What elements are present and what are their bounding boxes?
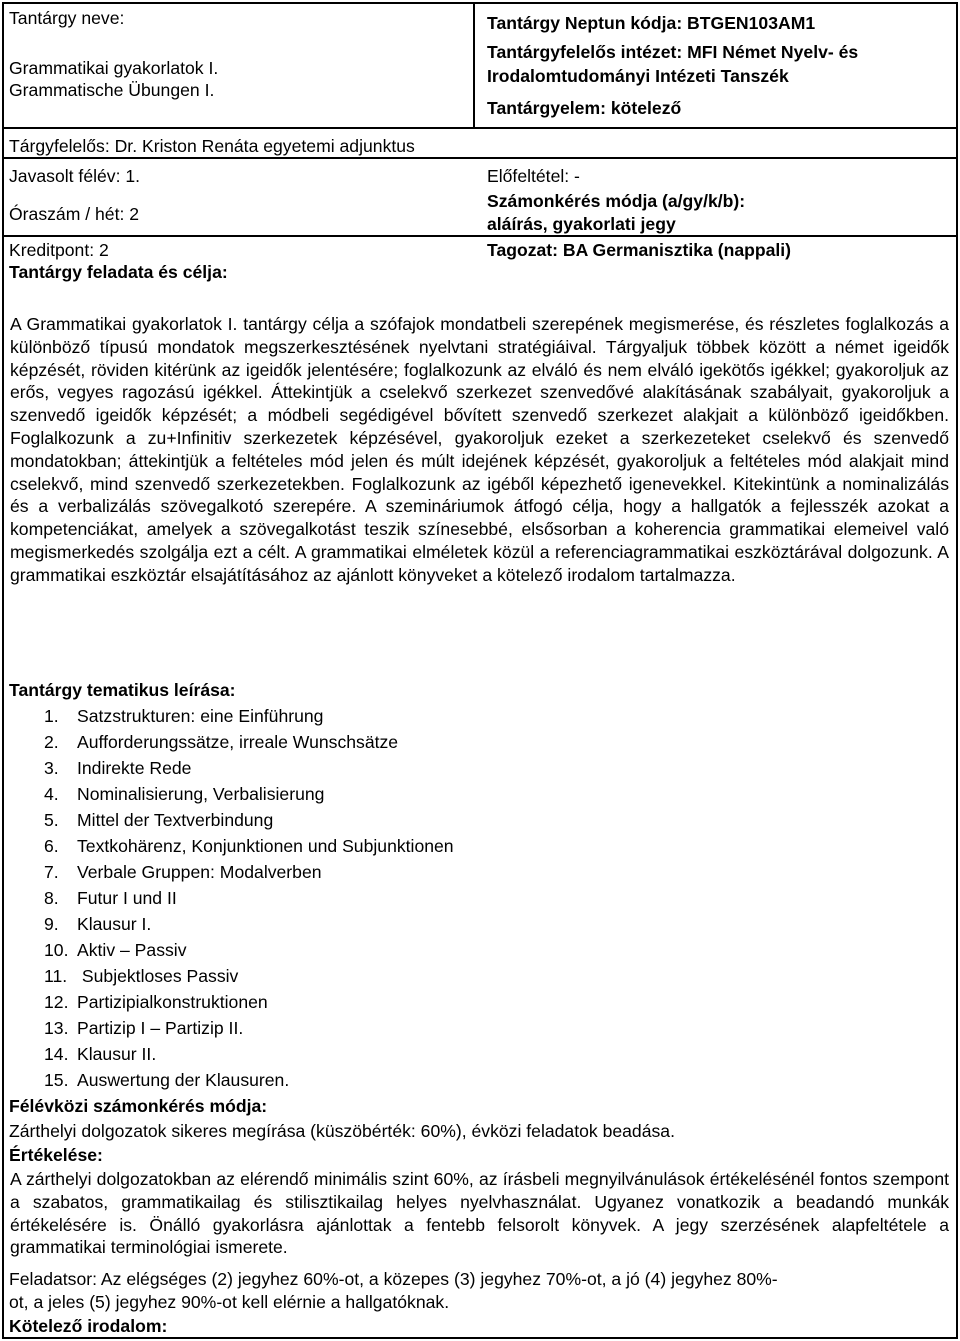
list-item: 1. Satzstrukturen: eine Einführung: [44, 706, 324, 726]
suggested-semester: Javasolt félév: 1.: [9, 166, 141, 186]
assessment-method-value: aláírás, gyakorlati jegy: [487, 214, 676, 234]
course-name-hungarian: Grammatikai gyakorlatok I.: [9, 58, 219, 78]
course-name-german: Grammatische Übungen I.: [9, 80, 215, 100]
list-item: 15. Auswertung der Klausuren.: [44, 1070, 290, 1090]
study-section: Tagozat: BA Germanisztika (nappali): [487, 240, 792, 260]
list-item: 12. Partizipialkonstruktionen: [44, 992, 268, 1012]
responsible-institute-line1: Tantárgyfelelős intézet: MFI Német Nyelv- és: [487, 42, 859, 62]
list-item: 6. Textkohärenz, Konjunktionen und Subjunktionen: [44, 836, 454, 856]
semester-hours-cell: [2, 157, 958, 237]
weekly-hours: Óraszám / hét: 2: [9, 204, 140, 224]
list-item: 11. Subjektloses Passiv: [44, 966, 239, 986]
midterm-text: Zárthelyi dolgozatok sikeres megírása (küszöbérték: 60%), évközi feladatok beadása.: [9, 1121, 675, 1141]
evaluation-text-block: [10, 1168, 949, 1259]
literature-title: Kötelező irodalom:: [9, 1316, 168, 1336]
goal-text: A Grammatikai gyakorlatok I. tantárgy célja a szófajok mondatbeli szerepének megismerése, és részletes foglalkozás a különböző típusú mondatok megszerkesztésének nyelvtani stratégiáival. Tárgyaljuk többek között a német igeidők képzését, röviden kitérünk az igeidők jelentésére; foglalkozunk az elváló és nem elváló igekötős igékkel; gyakoroljuk az erős, vegyes ragozású igékkel. Áttekintjük a cselekvő szerkezet szenvedővé alakításának szabályait, gyakoroljuk a szenvedő igeidők képzését; a módbeli segédigével bővített szenvedő szerkezet alakjait a különböző igeidőkben. Foglalkozunk a zu+Infinitiv szerkezetek képzésével, gyakoroljuk ezeket a szerkezeteket cselekvő és szenvedő mondatokban; áttekintjük a feltételes mód jelen és múlt idejének képzését, gyakoroljuk a feltételes mód alakjait mind cselekvő, mind szenvedő szerkezetekben. Foglalkozunk az igéből képezhető igenevekkel. Kitekintünk a nominalizálás és a verbalizálás szövegalkotó szerepére. A szemináriumok átfogó célja, hogy a hallgatók a fejlesszék azokat a kompetenciákat, amelyek a szövegalkotást teszik színesebbé, elsősorban a koherencia grammatikai elemeivel való megismerkedés szolgálja ezt a célt. A grammatikai elméletek közül a referenciagrammatikai eszköztárával dolgozunk. A grammatikai eszköztár elsajátításához az ajánlott könyveket a kötelező irodalom tartalmazza.: [10, 314, 949, 585]
goal-text-block: [10, 313, 949, 587]
grading-line2: ot, a jeles (5) jegyhez 90%-ot kell elérnie a hallgatóknak.: [9, 1292, 450, 1312]
assessment-method-label: Számonkérés módja (a/gy/k/b):: [487, 191, 746, 211]
list-item: 4. Nominalisierung, Verbalisierung: [44, 784, 325, 804]
list-item: 8. Futur I und II: [44, 888, 177, 908]
course-element: Tantárgyelem: kötelező: [487, 98, 682, 118]
evaluation-title: Értékelése:: [9, 1145, 103, 1165]
list-item: 7. Verbale Gruppen: Modalverben: [44, 862, 322, 882]
course-name-label: Tantárgy neve:: [9, 8, 125, 28]
list-item: 10. Aktiv – Passiv: [44, 940, 187, 960]
evaluation-text: A zárthelyi dolgozatokban az elérendő minimális szint 60%, az írásbeli megnyilvánulások értékelésénél fontos szempont a szabatos, grammatikailag és stilisztikailag helyes nyelvhasználat. Ugyanez vonatkozik a beadandó munkák értékelésére is. Önálló gyakorlásra ajánlottak a fentebb felsorolt könyvek. A jegy szerzésének alapfeltétele a grammatikai terminológiai ismerete.: [10, 1169, 949, 1258]
list-item: 13. Partizip I – Partizip II.: [44, 1018, 244, 1038]
midterm-title: Félévközi számonkérés módja:: [9, 1096, 268, 1116]
goal-title: Tantárgy feladata és célja:: [9, 262, 228, 282]
list-item: 14. Klausur II.: [44, 1044, 157, 1064]
list-item: 9. Klausur I.: [44, 914, 152, 934]
course-responsible: Tárgyfelelős: Dr. Kriston Renáta egyetemi adjunktus: [9, 136, 415, 156]
responsible-institute-line2: Irodalomtudományi Intézeti Tanszék: [487, 66, 789, 86]
topics-list: [44, 706, 454, 1096]
list-item: 5. Mittel der Textverbindung: [44, 810, 274, 830]
prerequisite: Előfeltétel: -: [487, 166, 580, 186]
topics-title: Tantárgy tematikus leírása:: [9, 680, 236, 700]
neptun-code: Tantárgy Neptun kódja: BTGEN103AM1: [487, 13, 816, 33]
credit-points: Kreditpont: 2: [9, 240, 109, 260]
grading-line1: Feladatsor: Az elégséges (2) jegyhez 60%-ot, a közepes (3) jegyhez 70%-ot, a jó (4) jegyhez 80%-: [9, 1269, 778, 1289]
list-item: 2. Aufforderungssätze, irreale Wunschsätze: [44, 732, 399, 752]
list-item: 3. Indirekte Rede: [44, 758, 192, 778]
